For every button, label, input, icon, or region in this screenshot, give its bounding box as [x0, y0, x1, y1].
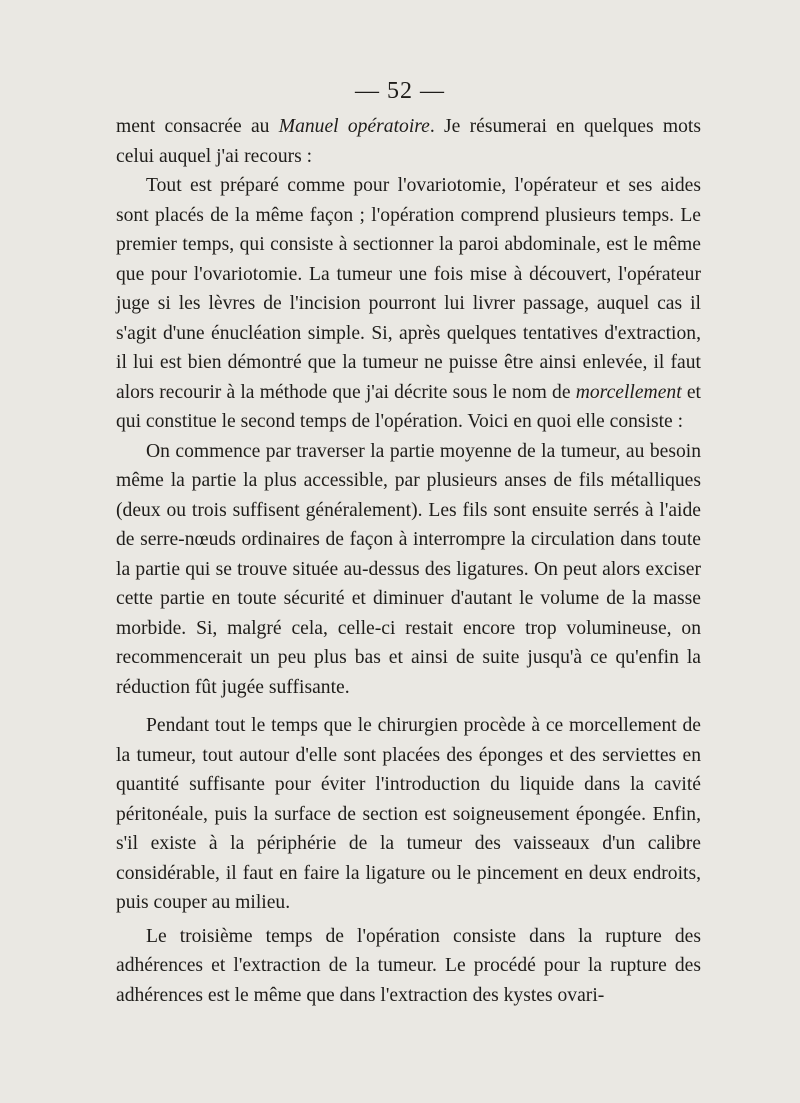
paragraph-1-text: ment consacrée au: [116, 116, 279, 137]
paragraph-3-text: On commence par traverser la partie moyenne de la tumeur, au besoin même la partie la plus accessible, par plusieurs anses de fils métalliques (deux ou trois suffisent généralement). Les fils sont ensuite serrés à l'aide de serre-nœuds ordinaires de façon à interrompre la circulation dans toute la partie qui se trouve située au-dessus des ligatures. On peut alors exciser cette partie en toute sécurité et diminuer d'autant le volume de la masse morbide. Si, malgré cela, celle-ci restait encore trop volumineuse, on recommencerait un peu plus bas et ainsi de suite jusqu'à ce qu'enfin la réduction fût jugée suffisante.: [116, 440, 701, 698]
paragraph-1: [116, 112, 701, 171]
paragraph-4: [116, 711, 701, 918]
paragraph-2-text: Tout est préparé comme pour l'ovariotomie, l'opérateur et ses aides sont placés de la même façon ; l'opération comprend plusieurs temps. Le premier temps, qui consiste à sectionner la paroi abdominale, est le même que pour l'ovariotomie. La tumeur une fois mise à découvert, l'opérateur juge si les lèvres de l'incision pourront lui livrer passage, auquel cas il s'agit d'une énucléation simple. Si, après quelques tentatives d'extraction, il lui est bien démontré que la tumeur ne puisse être ainsi enlevée, il faut alors recourir à la méthode que j'ai décrite sous le nom de: [116, 175, 701, 403]
paragraph-5-text: Le troisième temps de l'opération consiste dans la rupture des adhérences et l'extraction de la tumeur. Le procédé pour la rupture des adhérences est le même que dans l'extraction des kystes ovari-: [116, 925, 701, 1006]
paragraph-2-italic-term: morcellement: [575, 381, 682, 403]
page-number: — 52 —: [355, 78, 445, 104]
paragraph-1-italic-title: Manuel opératoire: [278, 116, 430, 137]
paragraph-1-text-end: . Je résumerai en quelques mots celui auquel j'ai recours :: [116, 116, 701, 167]
body-text: [116, 112, 701, 1010]
paragraph-2: [116, 171, 701, 437]
paragraph-3: [116, 437, 701, 703]
paragraph-5: [116, 922, 701, 1011]
paragraph-2-text-end: et qui constitue le second temps de l'opération. Voici en quoi elle consiste :: [116, 381, 701, 432]
paragraph-4-text: Pendant tout le temps que le chirurgien procède à ce morcellement de la tumeur, tout autour d'elle sont placées des éponges et des serviettes en quantité suffisante pour éviter l'introduction du liquide dans la cavité péritonéale, puis la surface de section est soigneusement épongée. Enfin, s'il existe à la périphérie de la tumeur des vaisseaux d'un calibre considérable, il faut en faire la ligature ou le pincement en deux endroits, puis couper au milieu.: [116, 715, 701, 913]
